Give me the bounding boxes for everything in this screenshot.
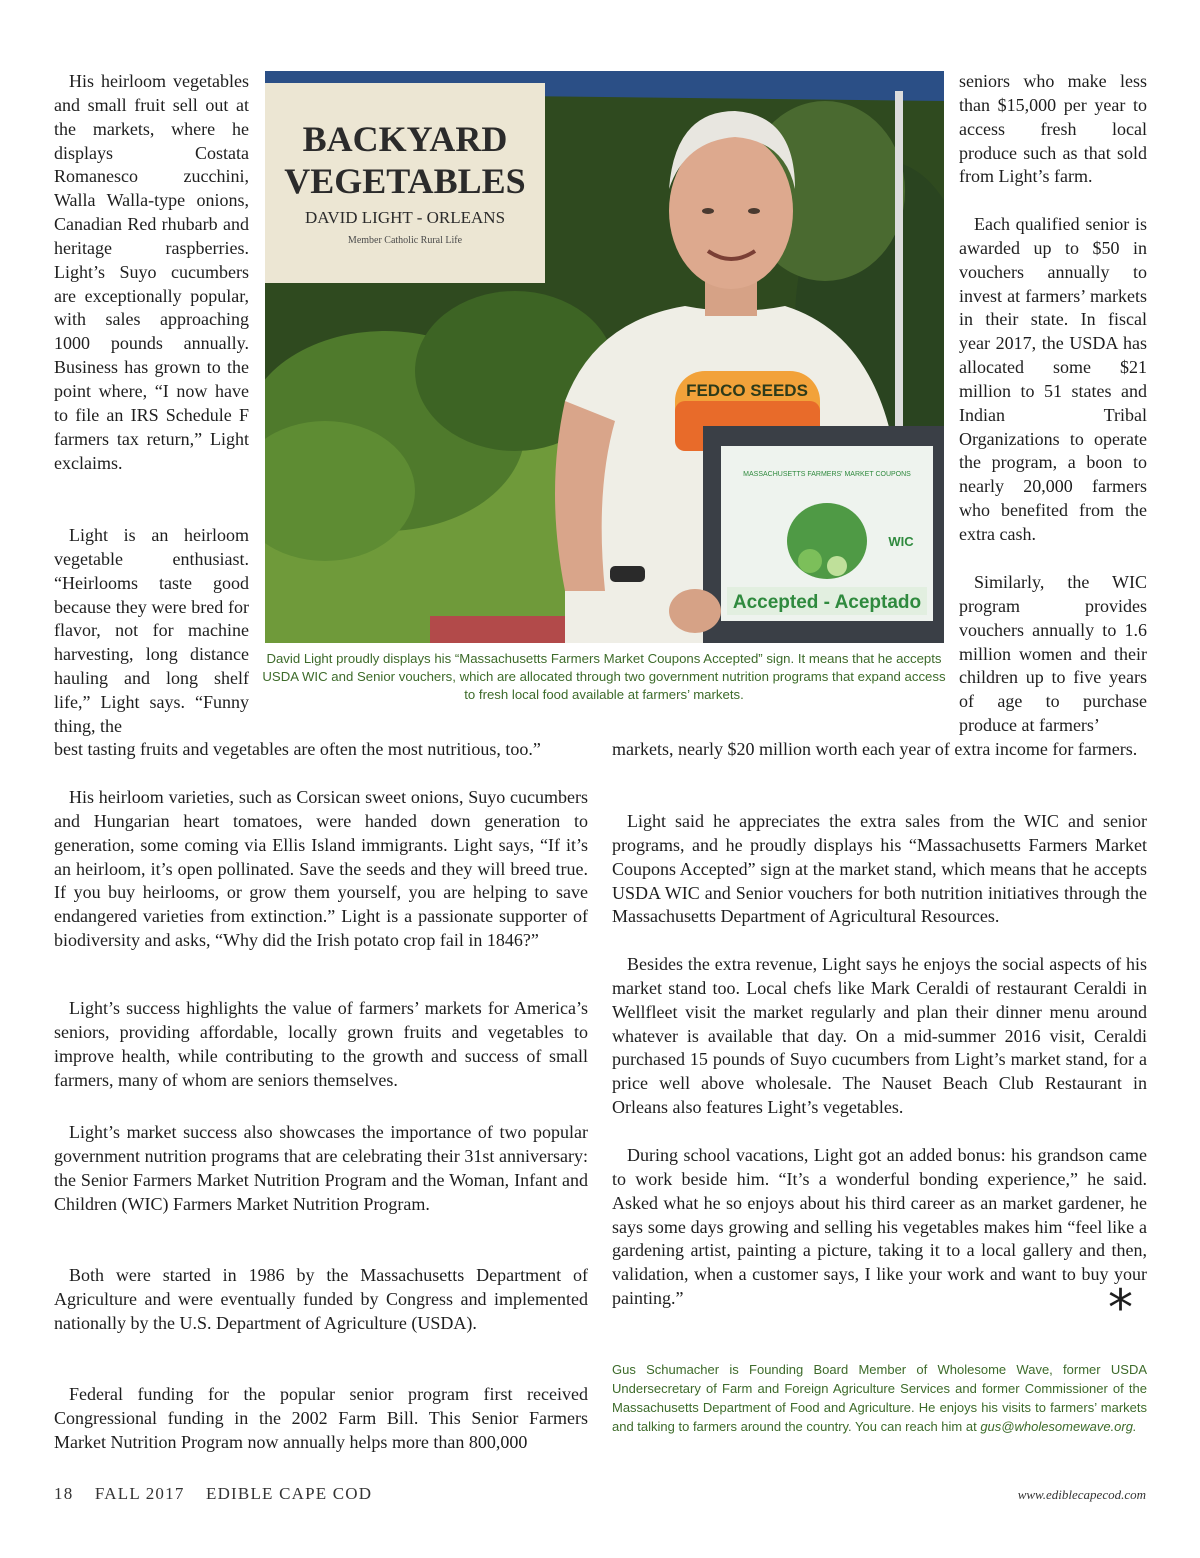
article-paragraph: During school vacations, Light got an added bonus: his grandson came to work beside him. “It’s a wonderful bonding experience,” he said. Asked what he so enjoys about his third career as an market gardener, he says some days growing and selling his vegetables makes him “feel like a gardening artist, painting a picture, taking it to a local gallery and then, validation, when a customer says, I like your work and want to buy your painting.” (612, 1145, 1147, 1309)
sign-subtitle: DAVID LIGHT - ORLEANS (304, 208, 506, 227)
author-bio (612, 1360, 1147, 1436)
article-paragraph: seniors who make less than $15,000 per year to access fresh local produce such as that sold from Light’s farm. (959, 71, 1147, 187)
article-paragraph: Both were started in 1986 by the Massachusetts Department of Agriculture and were eventually funded by Congress and implemented nationally by the U.S. Department of Agriculture (USDA). (54, 1265, 588, 1333)
coupon-sign-wic: WIC (888, 534, 914, 549)
coupon-sign-arc-text: MASSACHUSETTS FARMERS' MARKET COUPONS (743, 471, 911, 478)
article-photo (265, 71, 944, 643)
article-paragraph: Light’s success highlights the value of farmers’ markets for America’s seniors, providing affordable, locally grown fruits and vegetables to improve health, while contributing to the growth and success of small farmers, many of whom are seniors themselves. (54, 998, 588, 1090)
page-footer (54, 1484, 388, 1504)
article-paragraph: Light’s market success also showcases the importance of two popular government nutrition programs that are celebrating their 31st anniversary: the Senior Farmers Market Nutrition Program and the Woman, Infant and Children (WIC) Farmers Market Nutrition Program. (54, 1122, 588, 1214)
article-paragraph: His heirloom varieties, such as Corsican sweet onions, Suyo cucumbers and Hungarian heart tomatoes, were handed down generation to generation, some coming via Ellis Island immigrants. Light says, “If it’s an heirloom, it’s open pollinated. Save the seeds and they will breed true. If you buy heirlooms, or grow them yourself, you are helping to save endangered varieties from extinction.” Light is a passionate supporter of biodiversity and asks, “Why did the Irish potato crop fail in 1846?” (54, 787, 588, 951)
end-mark-icon: * (1108, 1279, 1133, 1337)
website-link[interactable]: www.ediblecapecod.com (1017, 1487, 1146, 1502)
article-paragraph: His heirloom vegetables and small fruit sell out at the markets, where he displays Costata Romanesco zucchini, Walla Walla-type onions, Canadian Red rhubarb and heritage raspberries. Light’s Suyo cucumbers are exceptionally popular, with sales approaching 1000 pounds annually. Business has grown to the point where, “I now have to file an IRS Schedule F farmers tax return,” Light exclaims. (54, 71, 249, 473)
sign-title-line-2: VEGETABLES (284, 161, 526, 201)
photo-caption: David Light proudly displays his “Massachusetts Farmers Market Coupons Accepted” sign. It means that he accepts USDA WIC and Senior vouchers, which are allocated through two government nutrition programs that expand access to fresh local food available at farmers’ markets. (262, 651, 946, 702)
sign-title-line-1: BACKYARD (302, 119, 508, 159)
author-email-link[interactable]: gus@wholesomewave.org. (980, 1419, 1137, 1434)
issue-label: FALL 2017 (94, 1484, 185, 1503)
shirt-logo-text: FEDCO SEEDS (686, 381, 808, 400)
page-number: 18 (54, 1484, 74, 1503)
sign-member: Member Catholic Rural Life (347, 235, 463, 246)
publication-name: EDIBLE CAPE COD (205, 1484, 373, 1503)
article-paragraph: Each qualified senior is awarded up to $50 in vouchers annually to invest at farmers’ markets in their state. In fiscal year 2017, the USDA has allocated some $21 million to 51 states and Indian Tribal Organizations to operate the program, a boon to nearly 20,000 farmers who benefited from the extra cash. (959, 214, 1147, 544)
coupon-sign-accepted: Accepted - Aceptado (732, 592, 922, 613)
article-paragraph: Similarly, the WIC program provides vouchers annually to 1.6 million women and their children up to five years of age to purchase produce at farmers’ (959, 572, 1147, 736)
article-paragraph: markets, nearly $20 million worth each year of extra income for farmers. (612, 739, 1138, 759)
author-bio-text: Gus Schumacher is Founding Board Member of Wholesome Wave, former USDA Undersecretary of Farm and Foreign Agriculture Services and former Commissioner of the Massachusetts Department of Food and Agriculture. He enjoys his visits to farmers’ markets and talking to farmers around the country. You can reach him at (612, 1362, 1147, 1434)
article-paragraph: Light said he appreciates the extra sales from the WIC and senior programs, and he proudly displays his “Massachusetts Farmers Market Coupons Accepted” sign at the market stand, which means that he accepts USDA WIC and Senior vouchers for both nutrition initiatives through the Massachusetts Department of Agricultural Resources. (612, 811, 1147, 927)
article-paragraph: Light is an heirloom vegetable enthusiast. “Heirlooms taste good because they were bred for flavor, not for machine harvesting, long distance hauling and long shelf life,” Light says. “Funny thing, the (54, 525, 249, 736)
article-paragraph: Federal funding for the popular senior program first received Congressional funding in the 2002 Farm Bill. This Senior Farmers Market Nutrition Program now annually helps more than 800,000 (54, 1384, 588, 1452)
article-paragraph: best tasting fruits and vegetables are often the most nutritious, too.” (54, 739, 541, 759)
article-paragraph: Besides the extra revenue, Light says he enjoys the social aspects of his market stand too. Local chefs like Mark Ceraldi of restaurant Ceraldi in Wellfleet visit the market regularly and plan their dinner menu around whatever is available that day. On a mid-summer 2016 visit, Ceraldi purchased 15 pounds of Suyo cucumbers from Light’s market stand, for a price well above wholesale. The Nauset Beach Club Restaurant in Orleans also features Light’s vegetables. (612, 954, 1147, 1118)
